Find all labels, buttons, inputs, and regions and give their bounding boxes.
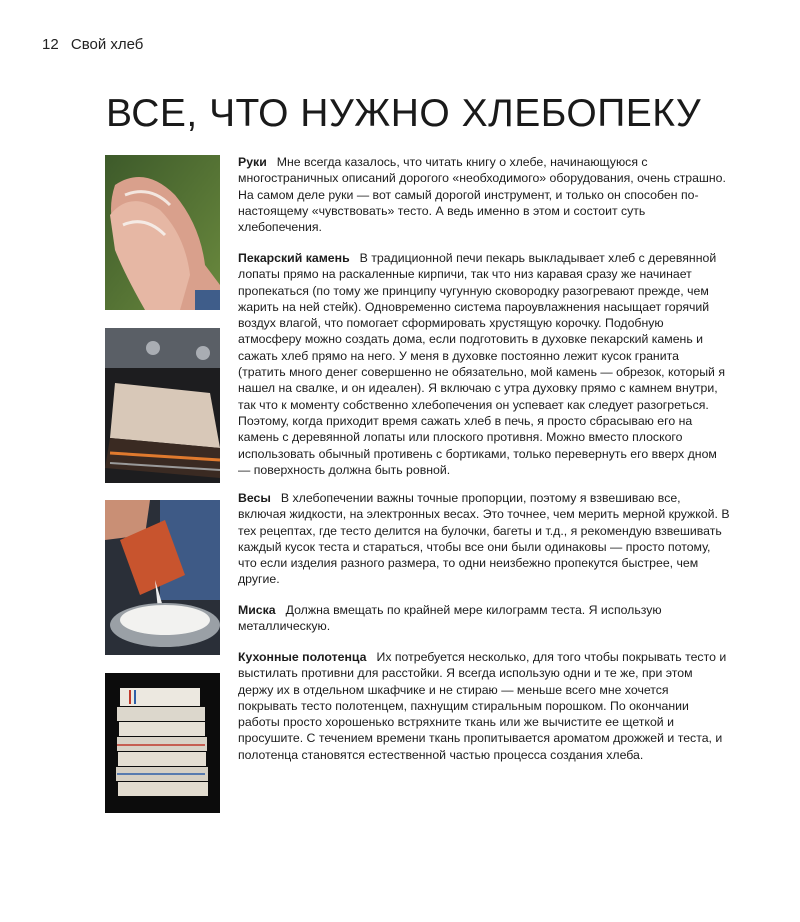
section-bowl (238, 602, 730, 635)
oven-photo (105, 328, 220, 483)
page-number: 12 (42, 36, 59, 53)
section-text: Их потребуется несколько, для того чтобы покрывать тесто и выстилать противни для расстойки. Я всегда использую одни и те же, при этом держу их в отдельном шкафчике и не стираю — меньше всего мне хочется покрывать тесто полотенцем, пахнущим стиральным порошком. По окончании работы просто хорошенько встряхните ткань или же вычистите ее щеткой и просушите. С течением времени ткань пропитывается ароматом дрожжей и теста, и полотенца становятся естественной частью процесса создания хлеба. (238, 650, 727, 762)
section-towels (238, 649, 730, 763)
section-hands (238, 154, 730, 235)
section-text: Мне всегда казалось, что читать книгу о хлебе, начинающуюся с многостраничных описаний дорогого «необходимого» оборудования, очень страшно. На самом деле руки — вот самый дорогой инструмент, и только он способен по-настоящему «чувствовать» тесто. А ведь именно в этом и состоит суть хлебопечения. (238, 155, 726, 235)
section-scales (238, 490, 730, 588)
towels-photo (105, 673, 220, 813)
section-heading: Весы (238, 491, 271, 505)
section-heading: Руки (238, 155, 267, 169)
page-title: ВСЕ, ЧТО НУЖНО ХЛЕБОПЕКУ (106, 92, 702, 135)
hands-photo (105, 155, 220, 310)
section-text: В хлебопечении важны точные пропорции, поэтому я взвешиваю все, включая жидкости, на электронных весах. Это точнее, чем мерить мерной кружкой. В тех рецептах, где тесто делится на булочки, багеты и т.д., я рекомендую взвешивать каждый кусок теста и стараться, чтобы все они были одинаковы — просто потому, что если изделия разного размера, то одни неизбежно пропекутся быстрее, чем другие. (238, 491, 730, 587)
section-text: В традиционной печи пекарь выкладывает хлеб с деревянной лопаты прямо на раскаленные кирпичи, так что низ каравая сразу же начинает пропекаться (по тому же принципу чугунную сковородку разогревают прежде, чем жарить на ней стейк). Одновременно система пароувлажнения насыщает горячий воздух влагой, что помогает сформировать хрустящую корочку. Подобную атмосферу можно создать дома, если подготовить в духовке пекарский камень и сажать хлеб прямо на него. У меня в духовке постоянно лежит кусок гранита (тратить много денег совершенно не обязательно, мой камень — обрезок, который я нашел на свалке, и он идеален). Я включаю с утра духовку прямо с камнем внутри, так что к моменту собственно хлебопечения он успевает как следует разогреться. Поэтому, когда приходит время сажать хлеб в печь, я просто сбрасываю его на камень с деревянной лопаты или плоского противня. Можно вместо плоского использовать обычный противень с бортиками, только перевернуть его вверх дном — поверхность должна быть ровной. (238, 251, 725, 477)
scales-photo (105, 500, 220, 655)
section-heading: Миска (238, 603, 276, 617)
section-heading: Пекарский камень (238, 251, 350, 265)
section-baking-stone (238, 250, 730, 478)
book-title: Свой хлеб (70, 36, 144, 53)
section-text: Должна вмещать по крайней мере килограмм теста. Я использую металлическую. (238, 603, 662, 634)
section-heading: Кухонные полотенца (238, 650, 367, 664)
running-head (42, 36, 143, 53)
